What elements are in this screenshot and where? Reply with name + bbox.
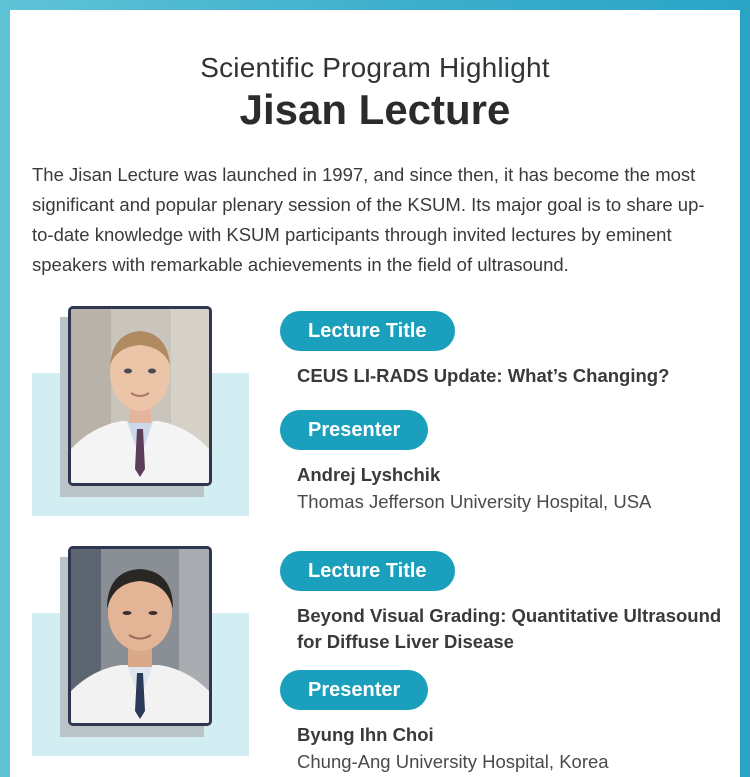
portrait-image xyxy=(71,549,209,723)
portrait-image xyxy=(71,309,209,483)
presenter-badge: Presenter xyxy=(280,410,428,450)
content-card xyxy=(10,10,740,777)
page-title: Jisan Lecture xyxy=(239,86,511,133)
presenter-name-2: Byung Ihn Choi xyxy=(297,724,434,745)
lecture-title-1: CEUS LI-RADS Update: What’s Changing? xyxy=(297,365,670,386)
speaker-photo-1 xyxy=(68,306,212,486)
page-subtitle: Scientific Program Highlight xyxy=(200,52,550,83)
presenter-affiliation-1: Thomas Jefferson University Hospital, USA xyxy=(297,491,652,512)
presenter-affiliation-2: Chung-Ang University Hospital, Korea xyxy=(297,751,609,772)
presenter-name-1: Andrej Lyshchik xyxy=(297,464,441,485)
presenter-badge: Presenter xyxy=(280,670,428,710)
lecture-title-badge: Lecture Title xyxy=(280,551,455,591)
intro-paragraph: The Jisan Lecture was launched in 1997, and since then, it has become the most significant and popular plenary session of the KSUM. Its major goal is to share up-to-date knowledge with KSUM participants through invited lectures by eminent speakers with remarkable achievements in the field of ultrasound. xyxy=(32,164,705,275)
speaker-photo-2 xyxy=(68,546,212,726)
lecture-title-badge: Lecture Title xyxy=(280,311,455,351)
lecture-title-2: Beyond Visual Grading: Quantitative Ultrasound for Diffuse Liver Disease xyxy=(297,605,722,652)
